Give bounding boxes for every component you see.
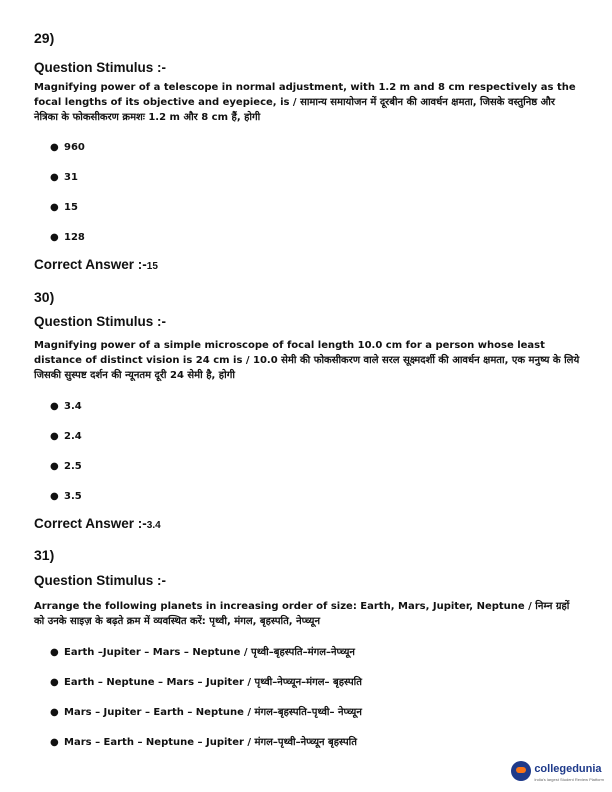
bullet-icon: ● — [50, 461, 59, 472]
option-text: 960 — [64, 142, 85, 153]
option-text: 2.5 — [64, 461, 82, 472]
bullet-icon: ● — [50, 202, 59, 213]
question-number: 29) — [34, 30, 55, 46]
bullet-icon: ● — [50, 431, 59, 442]
question-number: 30) — [34, 289, 55, 305]
correct-answer — [34, 257, 158, 272]
question-stimulus-heading: Question Stimulus :- — [34, 60, 167, 75]
bullet-icon: ● — [50, 707, 59, 718]
option-text: 128 — [64, 232, 85, 243]
bullet-icon: ● — [50, 232, 59, 243]
bullet-icon: ● — [50, 142, 59, 153]
correct-answer — [34, 516, 161, 531]
question-text: Magnifying power of a telescope in normal adjustment, with 1.2 m and 8 cm respectively as the focal lengths of its objective and eyepiece, is / सामान्य समायोजन में दूरबीन की आवर्धन क्षमता, जिसके वस्तुनिष्ठ और नेत्रिका के फोकसीकरण क्रमशः 1.2 m और 8 cm हैं, होगी — [34, 82, 576, 123]
option-text: 3.4 — [64, 401, 82, 412]
mascot-icon — [511, 761, 531, 781]
option-text: 31 — [64, 172, 78, 183]
option-text: Mars – Earth – Neptune – Jupiter / मंगल–पृथ्वी–नेप्च्यून बृहस्पति — [64, 737, 357, 748]
bullet-icon: ● — [50, 491, 59, 502]
bullet-icon: ● — [50, 737, 59, 748]
question-number: 31) — [34, 547, 55, 563]
question-stimulus-heading: Question Stimulus :- — [34, 314, 167, 329]
option-text: 15 — [64, 202, 78, 213]
option-text: 2.4 — [64, 431, 82, 442]
correct-answer-value: 3.4 — [146, 520, 161, 531]
question-text: Arrange the following planets in increasing order of size: Earth, Mars, Jupiter, Neptune / निम्न ग्रहों को उनके साइज़ के बढ़ते क्रम में व्यवस्थित करें: पृथ्वी, मंगल, बृहस्पति, नेप्च्यून — [34, 601, 570, 627]
bullet-icon: ● — [50, 401, 59, 412]
bullet-icon: ● — [50, 677, 59, 688]
option-text: 3.5 — [64, 491, 82, 502]
question-text: Magnifying power of a simple microscope of focal length 10.0 cm for a person whose least distance of distinct vision is 24 cm is / 10.0 सेमी की फोकसीकरण वाले सरल सूक्ष्मदर्शी की आवर्धन क्षमता, एक मनुष्य के लिये जिसकी सुस्पष्ट दर्शन की न्यूनतम दूरी 24 सेमी है, होगी — [34, 340, 580, 381]
correct-answer-label: Correct Answer :- — [34, 257, 147, 272]
option-text: Earth –Jupiter – Mars – Neptune / पृथ्वी–बृहस्पति–मंगल–नेप्च्यून — [64, 647, 355, 658]
correct-answer-value: 15 — [146, 261, 158, 272]
logo-text: collegedunia — [534, 763, 602, 775]
collegedunia-logo[interactable] — [511, 759, 604, 782]
bullet-icon: ● — [50, 172, 59, 183]
option-text: Mars – Jupiter – Earth – Neptune / मंगल–बृहस्पति–पृथ्वी– नेप्च्यून — [64, 707, 362, 718]
option-text: Earth – Neptune – Mars – Jupiter / पृथ्वी–नेप्च्यून–मंगल– बृहस्पति — [64, 677, 362, 688]
logo-tagline: India's largest Student Review Platform — [534, 777, 604, 782]
bullet-icon: ● — [50, 647, 59, 658]
question-stimulus-heading: Question Stimulus :- — [34, 573, 167, 588]
correct-answer-label: Correct Answer :- — [34, 516, 147, 531]
